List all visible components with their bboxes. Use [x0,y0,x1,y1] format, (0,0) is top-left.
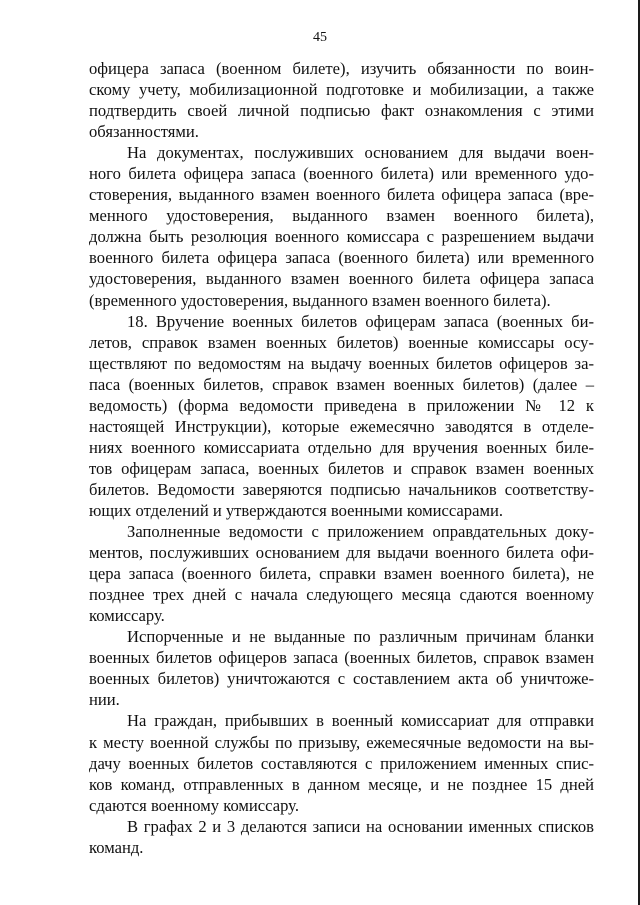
text-line: ществляют по ведомостям на выдачу военных билетов офицеров за- [89,353,594,373]
text-line: военных билетов) уничтожаются с составлением акта об уничтоже- [89,669,594,689]
text-line: Испорченные и не выданные по различным причинам бланки [127,627,594,647]
text-line: подтвердить своей личной подписью факт ознакомления с этими [89,101,594,121]
text-line: должна быть резолюция военного комиссара с разрешением выдачи [89,227,594,247]
text-line: офицера запаса (военном билете), изучить обязанности по воин- [89,59,594,78]
text-line: ков команд, отправленных в данном месяце, и не позднее 15 дней [89,774,594,794]
text-line: команд. [89,837,144,857]
text-line: удостоверения, выданного взамен военного билета офицера запаса [89,269,594,289]
text-line: ментов, послуживших основанием для выдачи военного билета офи- [89,543,594,563]
text-line: билетов. Ведомости заверяются подписью начальников соответству- [89,479,594,499]
text-line: нии. [89,690,120,710]
text-line: дачу военных билетов составляются с приложением именных спис- [89,753,594,773]
text-line: стоверения, выданного взамен военного билета офицера запаса (вре- [89,185,594,205]
text-line: военных билетов офицеров запаса (военных билетов, справок взамен [89,648,594,668]
text-line: комиссару. [89,606,165,626]
text-line: менного удостоверения, выданного взамен военного билета), [89,206,594,226]
text-line: ного билета офицера запаса (военного билета) или временного удо- [89,164,594,184]
body-text [89,58,594,858]
text-line: обязанностями. [89,122,199,142]
text-line: Заполненные ведомости с приложением оправдательных доку- [127,522,594,542]
text-line: В графах 2 и 3 делаются записи на основании именных списков [127,816,594,836]
text-line: скому учету, мобилизационной подготовке и мобилизации, а также [89,80,594,100]
page-number: 45 [313,30,327,45]
text-line: ниях военного комиссариата отдельно для вручения военных биле- [89,437,594,457]
text-line: ющих отделений и утверждаются военными комиссарами. [89,500,503,520]
text-line: На граждан, прибывших в военный комиссариат для отправки [127,711,594,731]
text-line: настоящей Инструкции), которые ежемесячно заводятся в отделе- [89,416,594,436]
text-line: паса (военных билетов, справок взамен военных билетов) (далее – [89,374,594,394]
text-line: На документах, послуживших основанием для выдачи воен- [127,143,594,163]
text-line: (временного удостоверения, выданного взамен военного билета). [89,290,551,310]
text-line: позднее трех дней с начала следующего месяца сдаются военному [89,585,594,605]
text-line: сдаются военному комиссару. [89,795,299,815]
text-line: летов, справок взамен военных билетов) военные комиссары осу- [89,332,594,352]
text-line: цера запаса (военного билета, справки взамен военного билета), не [89,564,594,584]
text-line: ведомость) (форма ведомости приведена в приложении № 12 к [89,395,594,415]
text-line: военного билета офицера запаса (военного билета) или временного [89,248,594,268]
text-line: тов офицерам запаса, военных билетов и справок взамен военных [89,458,594,478]
text-line: к месту военной службы по призыву, ежемесячные ведомости на вы- [89,732,594,752]
text-line: 18. Вручение военных билетов офицерам запаса (военных би- [127,311,594,331]
